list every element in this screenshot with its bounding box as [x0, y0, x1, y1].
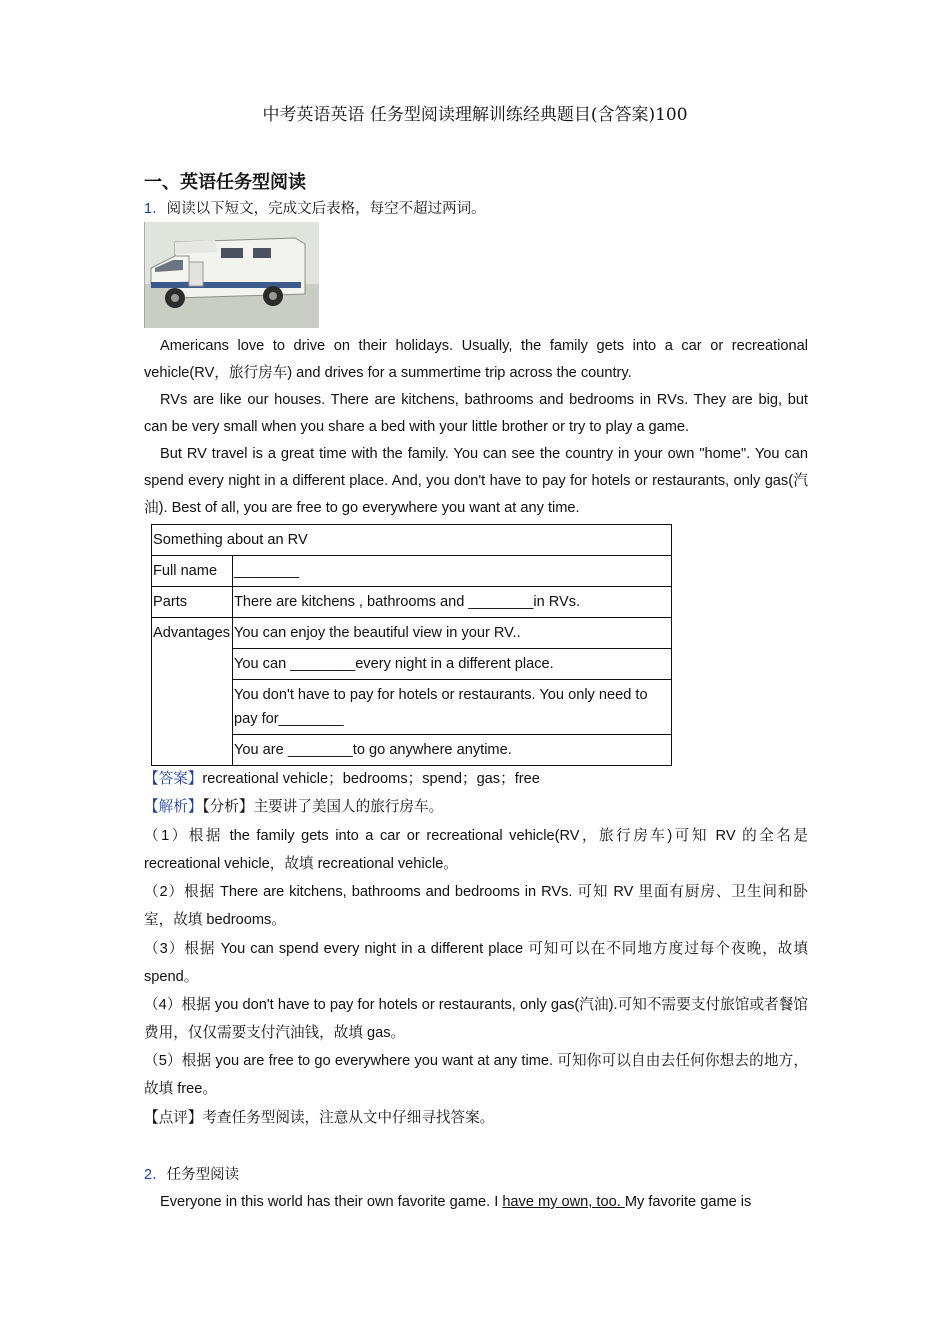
q2-underlined-text: have my own, too. [502, 1194, 625, 1210]
analysis-item: （4）根据 you don't have to pay for hotels or restaurants, only gas(汽油).可知不需要支付旅馆或者餐馆费用，仅仅需要支付汽油钱，故填 gas。 [144, 997, 808, 1041]
advantage-item: You can ________every night in a different place. [233, 649, 672, 680]
full-name-blank: ________ [233, 556, 672, 587]
analysis-item: （5）根据 you are free to go everywhere you want at any time. 可知你可以自由去任何你想去的地方，故填 free。 [144, 1053, 808, 1097]
analysis-intro: 【分析】主要讲了美国人的旅行房车。 [202, 798, 444, 815]
passage-paragraph: Americans love to drive on their holidays. Usually, the family gets into a car or recreational vehicle(RV，旅行房车) and drives for a summertime trip across the country. [144, 338, 808, 381]
parts-label: Parts [152, 587, 233, 618]
answer-tag: 【答案】 [144, 770, 203, 787]
advantages-label: Advantages [152, 618, 233, 766]
q2-text: My favorite game is [624, 1194, 752, 1210]
document-title: 中考英语英语 任务型阅读理解训练经典题目(含答案)100 [262, 105, 688, 125]
question-number: 1． [144, 201, 167, 217]
rv-photo [144, 222, 319, 328]
question-instruction: 阅读以下短文，完成文后表格，每空不超过两词。 [166, 201, 486, 217]
advantage-item: You are ________to go anywhere anytime. [233, 735, 672, 766]
passage-paragraph: RVs are like our houses. There are kitchens, bathrooms and bedrooms in RVs. They are big, but can be very small when you share a bed with your little brother or try to play a game. [144, 392, 808, 435]
section-heading: 一、英语任务型阅读 [144, 172, 306, 193]
analysis-tag: 【解析】 [144, 798, 203, 815]
question-2-title-line [144, 1163, 239, 1184]
table-header: Something about an RV [152, 525, 672, 556]
question-title: 任务型阅读 [166, 1167, 240, 1183]
answer-text: recreational vehicle；bedrooms；spend；gas；free [202, 771, 540, 787]
rv-info-table [151, 524, 672, 766]
q2-text: Everyone in this world has their own favorite game. I [160, 1194, 503, 1210]
full-name-label: Full name [152, 556, 233, 587]
comment-line: 【点评】考查任务型阅读，注意从文中仔细寻找答案。 [144, 1109, 495, 1126]
question-number: 2． [144, 1167, 167, 1183]
analysis-intro-line [144, 793, 808, 821]
advantage-item: You don't have to pay for hotels or restaurants. You only need to pay for________ [233, 680, 672, 735]
analysis-item: （3）根据 You can spend every night in a different place 可知可以在不同地方度过每个夜晚，故填 spend。 [144, 941, 808, 985]
analysis-item: （1）根据 the family gets into a car or recreational vehicle(RV，旅行房车)可知 RV 的全名是 recreational vehicle，故填 recreational vehicle。 [144, 828, 808, 872]
passage-paragraph: But RV travel is a great time with the family. You can see the country in your own "home". You can spend every night in a different place. And, you don't have to pay for hotels or restaurants, only gas(汽油). Best of all, you are free to go everywhere you want at any time. [144, 446, 808, 516]
parts-value: There are kitchens , bathrooms and ________in RVs. [233, 587, 672, 618]
q2-first-line [144, 1189, 808, 1216]
advantage-item: You can enjoy the beautiful view in your RV.. [233, 618, 672, 649]
rv-photo-icon [145, 222, 319, 328]
answer-line [144, 767, 540, 788]
question-1-instruction-line [144, 197, 486, 218]
analysis-item: （2）根据 There are kitchens, bathrooms and bedrooms in RVs. 可知 RV 里面有厨房、卫生间和卧室，故填 bedrooms。 [144, 884, 808, 928]
